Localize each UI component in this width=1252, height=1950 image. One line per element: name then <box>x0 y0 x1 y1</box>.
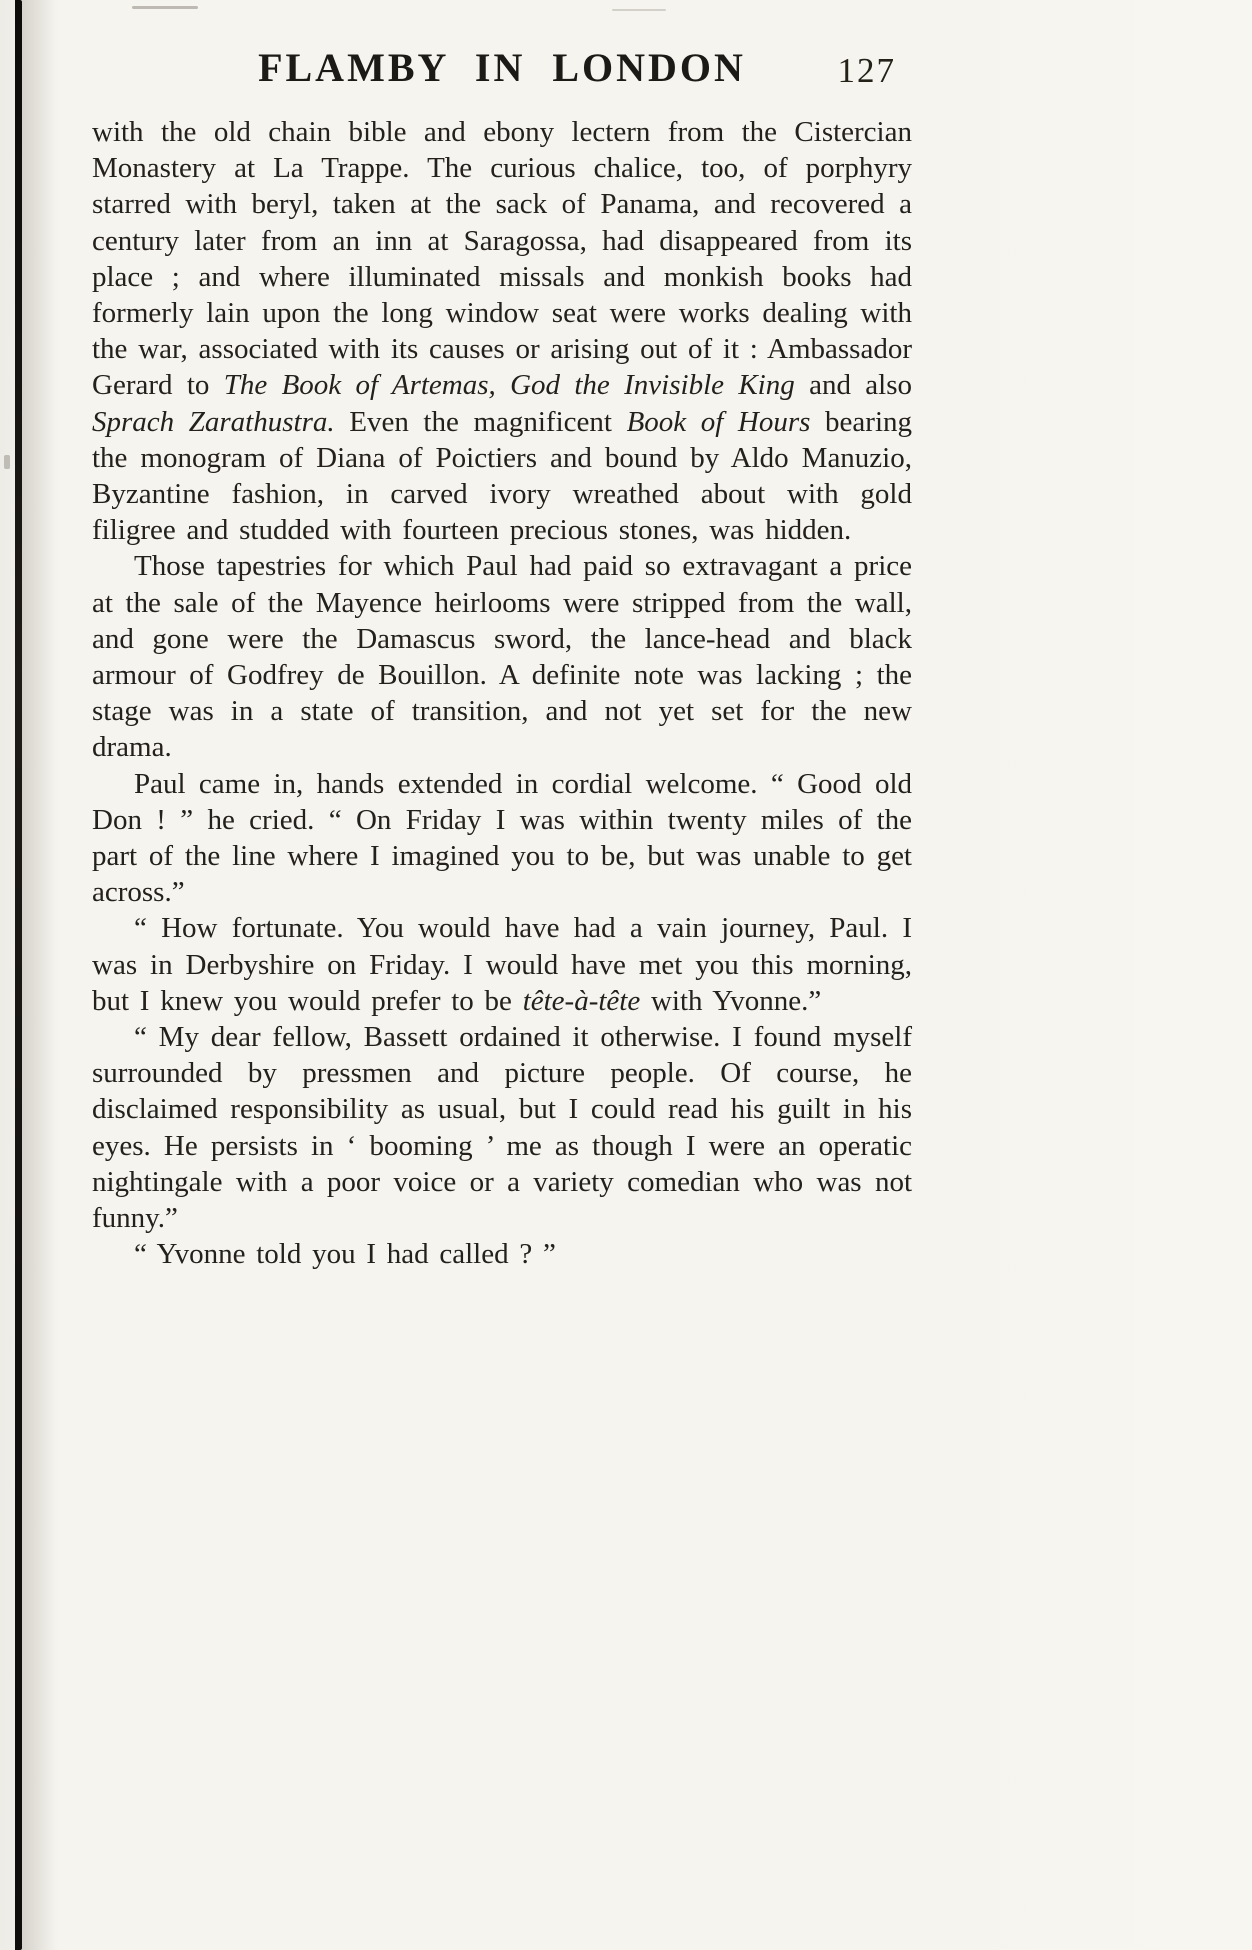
binding-edge <box>15 0 22 1950</box>
text-segment: bearing the monogram of Diana of Poictiers and bound by Aldo Manuzio, Byzantine fashion, in carved ivory wreathed about with gold filigree and studded with fourteen precious stones, was hidden. <box>92 405 912 547</box>
italic-text-segment: Sprach Zarathustra. <box>92 405 335 438</box>
page-content <box>92 44 912 1273</box>
scan-artifact <box>4 455 10 469</box>
italic-text-segment: The Book of Artemas, God the Invisible King <box>223 369 795 402</box>
text-segment: and also <box>794 369 913 402</box>
text-segment: Even the magnificent <box>334 405 627 438</box>
text-segment: “ My dear fellow, Bassett ordained it otherwise. I found myself surrounded by pressmen and picture people. Of course, he disclaimed responsibility as usual, but I could read his guilt in his eyes. He persists in ‘ booming ’ me as though I were an operatic nightingale with a poor voice or a variety comedian who was not funny.” <box>92 1021 912 1235</box>
text-segment: “ Yvonne told you I had called ? ” <box>134 1238 556 1271</box>
italic-text-segment: Book of Hours <box>626 405 811 438</box>
page-number: 127 <box>837 51 896 90</box>
text-segment: “ How fortunate. You would have had a vain journey, Paul. I was in Derbyshire on Friday. I would have met you this morning, but I knew you would prefer to be <box>92 912 912 1017</box>
italic-text-segment: tête-à-tête <box>522 984 641 1017</box>
text-segment: with Yvonne.” <box>640 984 822 1017</box>
paragraph <box>92 766 912 911</box>
text-segment: with the old chain bible and ebony lectern from the Cistercian Monastery at La Trappe. The curious chalice, too, of porphyry starred with beryl, taken at the sack of Panama, and recovered a century later from an inn at Saragossa, had disappeared from its place ; and where illuminated missals and monkish books had formerly lain upon the long window seat were works dealing with the war, associated with its causes or arising out of it : Ambassador Gerard to <box>92 116 912 402</box>
paragraph <box>92 910 912 1019</box>
paragraph <box>92 1236 912 1272</box>
paragraph <box>92 1019 912 1236</box>
paragraph <box>92 114 912 548</box>
scan-artifact <box>132 6 198 9</box>
binding-shadow <box>22 0 56 1950</box>
text-segment: Paul came in, hands extended in cordial welcome. “ Good old Don ! ” he cried. “ On Friday I was within twenty miles of the part of the line where I imagined you to be, but was unable to get across.” <box>92 767 912 909</box>
page-header <box>92 44 912 110</box>
body-text <box>92 114 912 1273</box>
page-title: FLAMBY IN LONDON <box>258 45 746 90</box>
scan-artifact <box>612 9 666 11</box>
text-segment: Those tapestries for which Paul had paid so extravagant a price at the sale of the Mayence heirlooms were stripped from the wall, and gone were the Damascus sword, the lance-head and black armour of Godfrey de Bouillon. A definite note was lacking ; the stage was in a state of transition, and not yet set for the new drama. <box>92 550 912 764</box>
paragraph <box>92 548 912 765</box>
